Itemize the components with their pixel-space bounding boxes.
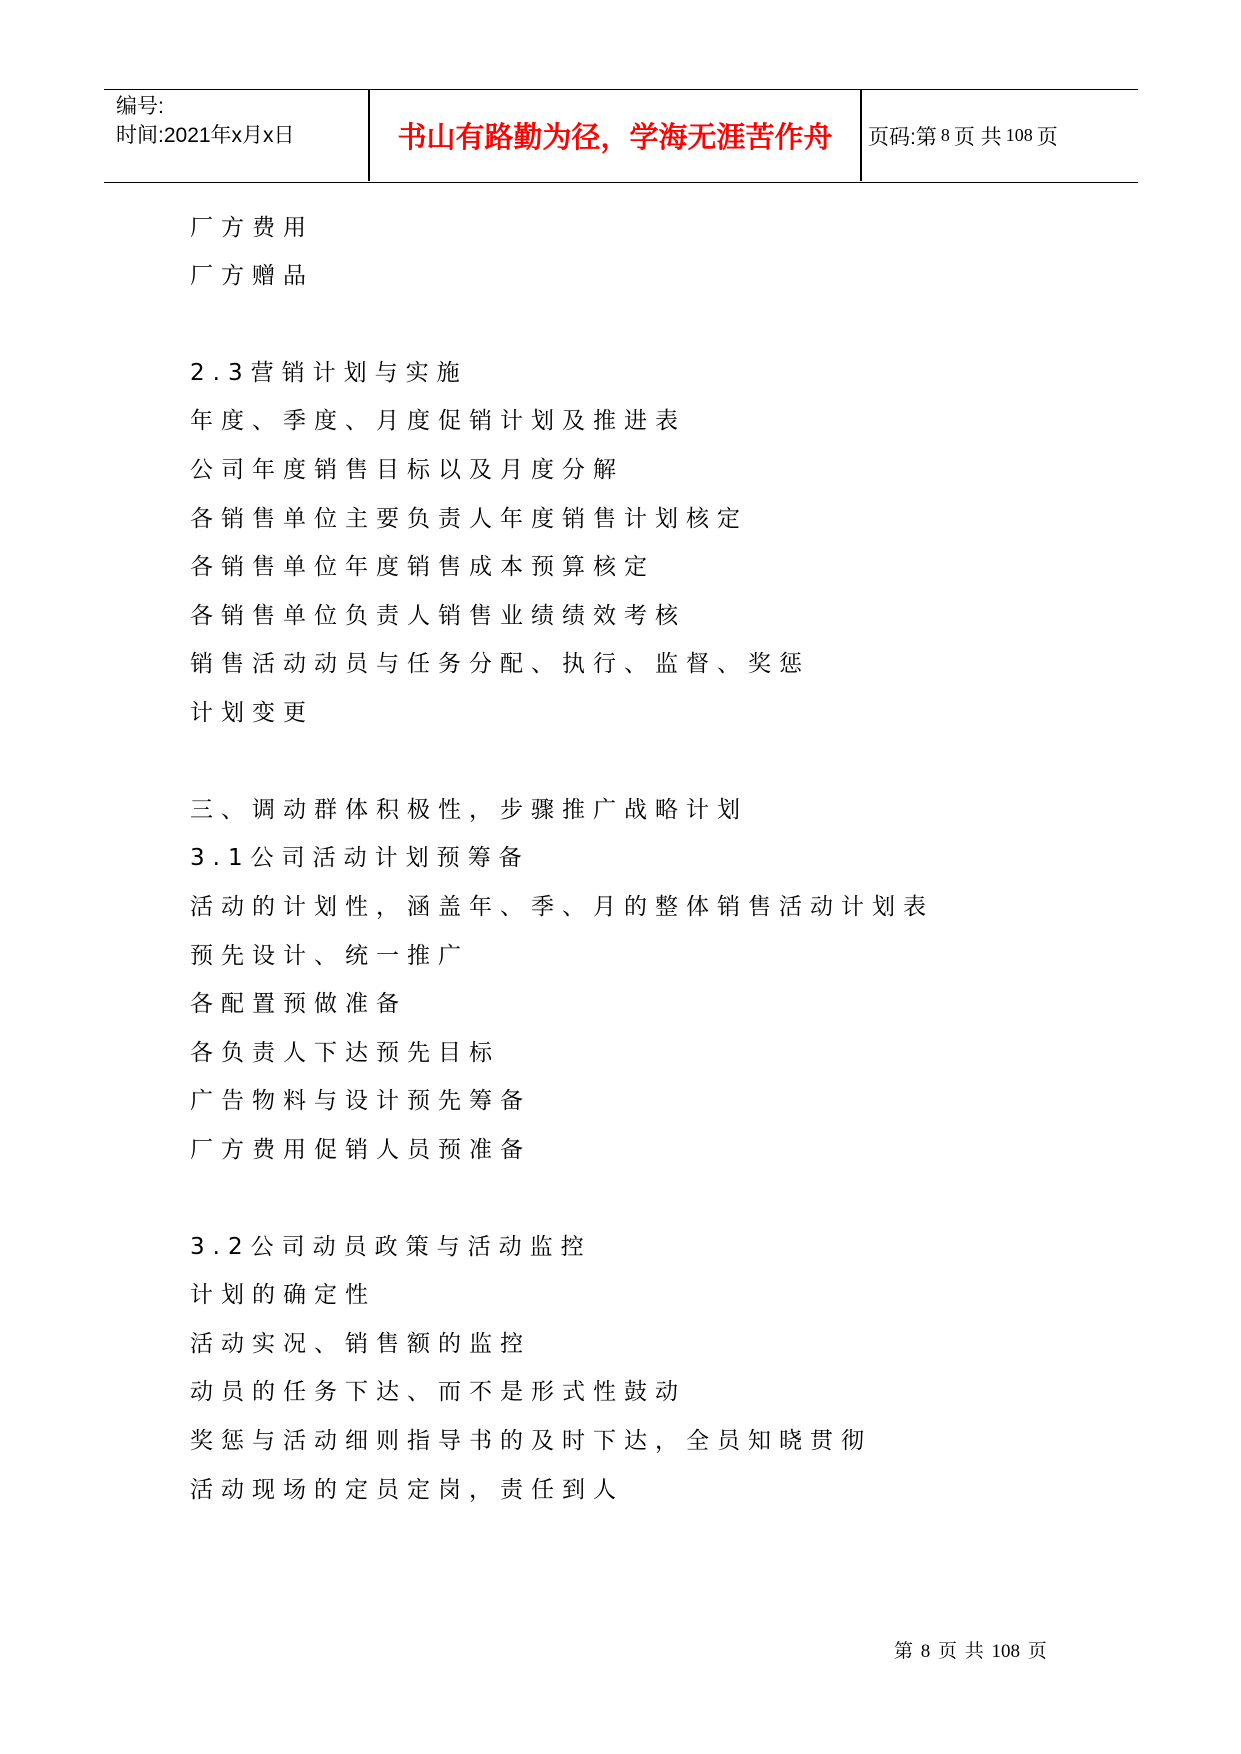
text-line: 各销售单位年度销售成本预算核定	[190, 554, 655, 580]
text-line: 活动实况、销售额的监控	[190, 1331, 531, 1357]
text-line: 公司年度销售目标以及月度分解	[190, 457, 624, 483]
page-footer: 第 8 页 共 108 页	[894, 1641, 1047, 1662]
text-line: 年度、季度、月度促销计划及推进表	[190, 408, 686, 434]
page-header	[104, 89, 1138, 183]
section-heading: 3.2公司动员政策与活动监控	[190, 1234, 592, 1260]
page-info-middle: 页 共	[953, 125, 1002, 149]
text-line: 各销售单位主要负责人年度销售计划核定	[190, 506, 748, 532]
text-line: 计划的确定性	[190, 1282, 376, 1308]
page-info-current: 8	[940, 125, 950, 145]
text-line: 厂方费用	[190, 215, 314, 241]
page-info-prefix: 页码:第	[868, 125, 937, 149]
text-line: 活动的计划性，涵盖年、季、月的整体销售活动计划表	[190, 894, 934, 920]
header-divider	[860, 90, 862, 181]
section-heading: 2.3营销计划与实施	[190, 360, 468, 386]
document-number-label: 编号:	[116, 95, 164, 118]
header-page-info	[868, 90, 1058, 181]
text-line: 广告物料与设计预先筹备	[190, 1088, 531, 1114]
text-line: 各销售单位负责人销售业绩绩效考核	[190, 603, 686, 629]
text-line: 计划变更	[190, 700, 314, 726]
text-line: 销售活动动员与任务分配、执行、监督、奖惩	[190, 651, 810, 677]
text-line: 奖惩与活动细则指导书的及时下达，全员知晓贯彻	[190, 1428, 872, 1454]
page-info-suffix: 页	[1036, 125, 1058, 149]
text-line: 厂方费用促销人员预准备	[190, 1137, 531, 1163]
text-line: 厂方赠品	[190, 263, 314, 289]
text-line: 预先设计、统一推广	[190, 943, 469, 969]
document-time-label: 时间:2021年x月x日	[116, 124, 295, 147]
section-heading: 三、调动群体积极性，步骤推广战略计划	[190, 797, 748, 823]
text-line: 各负责人下达预先目标	[190, 1040, 500, 1066]
text-line: 活动现场的定员定岗，责任到人	[190, 1477, 624, 1503]
header-meta	[116, 92, 366, 150]
text-line: 动员的任务下达、而不是形式性鼓动	[190, 1379, 686, 1405]
text-line: 各配置预做准备	[190, 991, 407, 1017]
header-motto: 书山有路勤为径，学海无涯苦作舟	[397, 120, 833, 154]
section-heading: 3.1公司活动计划预筹备	[190, 845, 530, 871]
page-info-total: 108	[1005, 125, 1033, 145]
